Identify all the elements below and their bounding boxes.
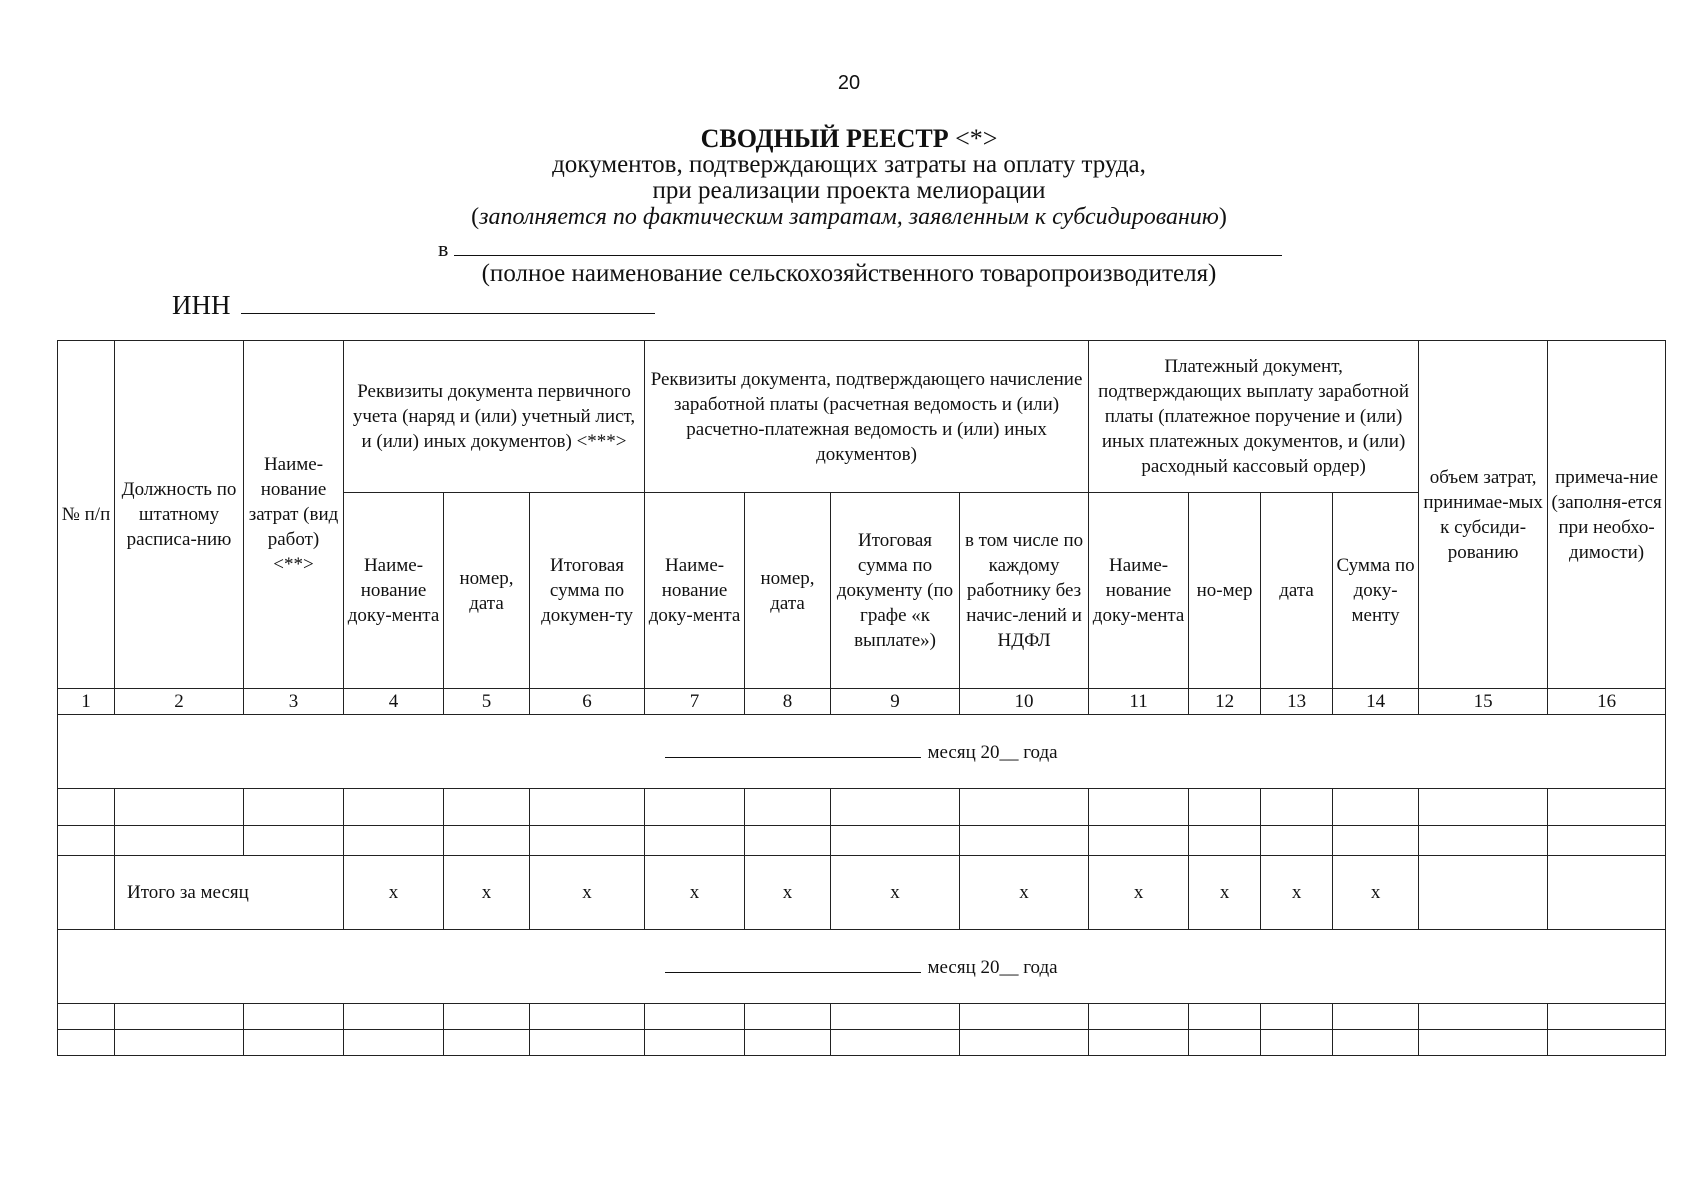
group-header-payroll-doc: Реквизиты документа, подтверждающего начисление заработной платы (расчетная ведомость и (или) расчетно-платежная ведомость и (или) иных документов) [645,341,1089,493]
x-mark: х [745,856,831,930]
month-row-2 [58,930,1666,1004]
table-cell[interactable] [344,1030,444,1056]
column-number: 7 [645,689,745,715]
col-header-cost-name: Наиме-нование затрат (вид работ) <**> [244,341,344,689]
table-cell[interactable] [1333,1030,1419,1056]
table-cell[interactable] [745,1030,831,1056]
table-cell[interactable] [444,789,530,826]
column-number: 12 [1189,689,1261,715]
table-cell[interactable] [960,826,1089,856]
col-header-no: № п/п [58,341,115,689]
table-cell[interactable] [244,826,344,856]
table-cell[interactable] [1189,789,1261,826]
sub-header-primary-number: номер, дата [444,493,530,689]
registry-table [57,340,1666,1056]
recipient-line [438,236,1282,262]
table-cell[interactable] [1261,1004,1333,1030]
month-row-1 [58,715,1666,789]
month-cell [58,930,1666,1004]
table-cell[interactable] [244,1004,344,1030]
column-number: 3 [244,689,344,715]
note-close-paren: ) [1218,204,1227,230]
table-cell[interactable] [344,1004,444,1030]
document-title [0,126,1698,152]
document-subtitle-line-1: документов, подтверждающих затраты на оплату труда, [552,151,1146,178]
table-cell[interactable] [1089,826,1189,856]
month-fill-line [665,954,921,973]
table-cell[interactable] [1419,826,1548,856]
table-cell[interactable] [1333,789,1419,826]
footnote-marker: <*> [955,124,998,153]
table-cell[interactable] [1419,1030,1548,1056]
table-cell[interactable] [831,1004,960,1030]
table-cell[interactable] [58,789,115,826]
table-cell[interactable] [831,826,960,856]
table-cell[interactable] [115,826,244,856]
table-cell[interactable] [444,1004,530,1030]
table-cell[interactable] [1189,826,1261,856]
table-cell[interactable] [645,826,745,856]
table-cell[interactable] [444,826,530,856]
column-number: 8 [745,689,831,715]
table-cell[interactable] [115,1004,244,1030]
recipient-prefix: в [438,236,449,261]
x-mark: х [960,856,1089,930]
table-cell[interactable] [244,789,344,826]
table-cell[interactable] [1548,789,1666,826]
table-cell[interactable] [58,826,115,856]
table-row [58,789,1666,826]
column-number: 10 [960,689,1089,715]
month-cell [58,715,1666,789]
sub-header-payment-number: но-мер [1189,493,1261,689]
column-number: 1 [58,689,115,715]
table-cell[interactable] [58,856,115,930]
document-subtitle-line-2: при реализации проекта мелиорации [652,177,1046,204]
column-number: 2 [115,689,244,715]
page-number: 20 [837,72,861,94]
inn-line [172,290,655,321]
column-number: 14 [1333,689,1419,715]
table-cell[interactable] [1419,789,1548,826]
month-label: месяц 20__ года [927,741,1058,763]
table-row [58,1030,1666,1056]
sub-header-primary-sum: Итоговая сумма по докумен-ту [530,493,645,689]
column-number: 16 [1548,689,1666,715]
table-cell[interactable] [960,1004,1089,1030]
table-cell[interactable] [58,1004,115,1030]
note-total-cell[interactable] [1548,856,1666,930]
sub-header-payment-sum: Сумма по доку-менту [1333,493,1419,689]
group-header-primary-doc: Реквизиты документа первичного учета (наряд и (или) учетный лист, и (или) иных документов) <***> [344,341,645,493]
table-row [58,826,1666,856]
table-cell[interactable] [1548,826,1666,856]
table-cell[interactable] [530,1004,645,1030]
table-cell[interactable] [1189,1004,1261,1030]
table-cell[interactable] [1261,789,1333,826]
document-title-text: СВОДНЫЙ РЕЕСТР [700,124,949,153]
col-header-volume: объем затрат, принимае-мых к субсиди-рованию [1419,341,1548,689]
sub-header-payroll-name: Наиме-нование доку-мента [645,493,745,689]
x-mark: х [344,856,444,930]
column-number: 9 [831,689,960,715]
sub-header-payroll-number: номер, дата [745,493,831,689]
x-mark: х [1333,856,1419,930]
table-cell[interactable] [1419,1004,1548,1030]
table-cell[interactable] [115,789,244,826]
table-cell[interactable] [960,1030,1089,1056]
table-row [58,1004,1666,1030]
inn-fill-line [241,291,655,314]
table-cell[interactable] [745,826,831,856]
column-number: 4 [344,689,444,715]
table-cell[interactable] [960,789,1089,826]
table-cell[interactable] [1089,789,1189,826]
table-cell[interactable] [645,1030,745,1056]
volume-total-cell[interactable] [1419,856,1548,930]
table-cell[interactable] [831,789,960,826]
table-cell[interactable] [745,1004,831,1030]
x-mark: х [645,856,745,930]
x-mark: х [1261,856,1333,930]
table-cell[interactable] [745,789,831,826]
month-fill-line [665,739,921,758]
x-mark: х [831,856,960,930]
x-mark: х [1089,856,1189,930]
table-cell[interactable] [344,789,444,826]
note-text: заполняется по фактическим затратам, заявленным к субсидированию [479,204,1219,230]
table-cell[interactable] [1089,1030,1189,1056]
table-cell[interactable] [1333,1004,1419,1030]
month-total-row [58,856,1666,930]
table-cell[interactable] [831,1030,960,1056]
table-cell[interactable] [1261,826,1333,856]
recipient-caption: (полное наименование сельскохозяйственного товаропроизводителя) [481,260,1217,287]
x-mark: х [530,856,645,930]
table-cell[interactable] [58,1030,115,1056]
sub-header-payment-date: дата [1261,493,1333,689]
table-cell[interactable] [444,1030,530,1056]
table-cell[interactable] [1548,1004,1666,1030]
month-label: месяц 20__ года [927,956,1058,978]
table-cell[interactable] [1548,1030,1666,1056]
inn-label: ИНН [172,290,231,320]
table-cell[interactable] [244,1030,344,1056]
column-number: 13 [1261,689,1333,715]
table-cell[interactable] [344,826,444,856]
table-cell[interactable] [1261,1030,1333,1056]
column-number: 6 [530,689,645,715]
sub-header-payment-name: Наиме-нование доку-мента [1089,493,1189,689]
document-note [0,204,1698,230]
sub-header-primary-name: Наиме-нование доку-мента [344,493,444,689]
table-cell[interactable] [530,826,645,856]
column-number: 11 [1089,689,1189,715]
month-total-label: Итого за месяц [115,856,344,930]
column-number: 5 [444,689,530,715]
sub-header-payroll-per-worker: в том числе по каждому работнику без начис-лений и НДФЛ [960,493,1089,689]
table-cell[interactable] [1089,1004,1189,1030]
document-header [0,126,1698,230]
note-open-paren: ( [471,204,480,230]
col-header-note: примеча-ние (заполня-ется при необхо-димости) [1548,341,1666,689]
table-cell[interactable] [1189,1030,1261,1056]
recipient-fill-line [454,237,1282,256]
sub-header-payroll-sum: Итоговая сумма по документу (по графе «к выплате») [831,493,960,689]
table-cell[interactable] [645,789,745,826]
column-number-row [58,689,1666,715]
x-mark: х [444,856,530,930]
table-cell[interactable] [645,1004,745,1030]
table-cell[interactable] [1333,826,1419,856]
table-cell[interactable] [530,789,645,826]
x-mark: х [1189,856,1261,930]
header-row-top [58,341,1666,493]
table-cell[interactable] [530,1030,645,1056]
group-header-payment-doc: Платежный документ, подтверждающих выплату заработной платы (платежное поручение и (или) иных платежных документов, и (или) расходный кассовый ордер) [1089,341,1419,493]
table-cell[interactable] [115,1030,244,1056]
column-number: 15 [1419,689,1548,715]
col-header-position: Должность по штатному расписа-нию [115,341,244,689]
